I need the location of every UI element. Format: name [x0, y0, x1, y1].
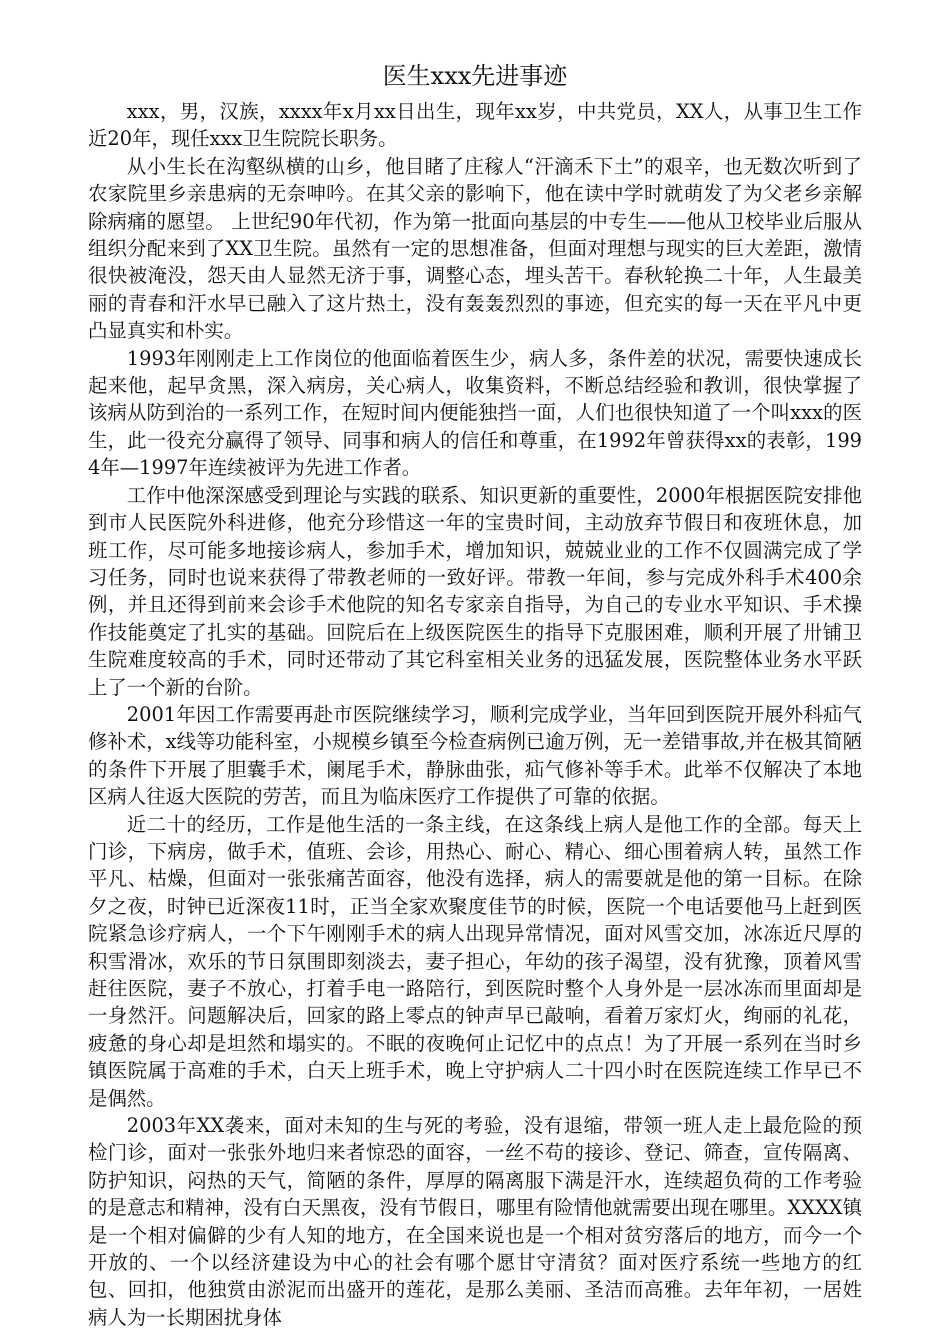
paragraph-1993: 1993年刚刚走上工作岗位的他面临着医生少，病人多，条件差的状况，需要快速成长起来他，起早贪黑，深入病房，关心病人，收集资料，不断总结经验和教训，很快掌握了该病从防到治的一系列工作，在短时间内便能独挡一面，人们也很快知道了一个叫xxx的医生，此一役充分赢得了领导、同事和病人的信任和尊重，在1992年曾获得xx的表彰，1994年—1997年连续被评为先进工作者。	[88, 346, 862, 480]
paragraph-2003: 2003年XX袭来，面对未知的生与死的考验，没有退缩，带领一班人走上最危险的预检门诊，面对一张张外地归来者惊恐的面容，一丝不苟的接诊、登记、筛查，宣传隔离、防护知识，闷热的天气，简陋的条件，厚厚的隔离服下满是汗水，连续超负荷的工作考验的是意志和精神，没有白天黑夜，没有节假日，哪里有险情他就需要出现在哪里。XXXX镇是一个相对偏僻的少有人知的地方，在全国来说也是一个相对贫穷落后的地方，而今一个开放的、一个以经济建设为中心的社会有哪个愿甘守清贫？面对医疗系统一些地方的红包、回扣，他独赏由淤泥而出盛开的莲花，是那么美丽、圣洁而高雅。去年年初，一居姓病人为一长期困扰身体	[88, 1114, 862, 1329]
paragraph-childhood: 从小生长在沟壑纵横的山乡，他目睹了庄稼人“汗滴禾下土”的艰辛，也无数次听到了农家院里乡亲患病的无奈呻吟。在其父亲的影响下，他在读中学时就萌发了为父老乡亲解除病痛的愿望。 上世纪90年代初，作为第一批面向基层的中专生——他从卫校毕业后服从组织分配来到了XX卫生院。虽然有一定的思想准备，但面对理想与现实的巨大差距，激情很快被淹没，怨天由人显然无济于事，调整心态，埋头苦干。春秋轮换二十年，人生最美丽的青春和汗水早已融入了这片热土，没有轰轰烈烈的事迹，但充实的每一天在平凡中更凸显真实和朴实。	[88, 154, 862, 343]
paragraph-2001: 2001年因工作需要再赴市医院继续学习，顺利完成学业，当年回到医院开展外科疝气修补术，x线等功能科室，小规模乡镇至今检查病例已逾万例，无一差错事故,并在极其简陋的条件下开展了胆囊手术，阑尾手术，静脉曲张，疝气修补等手术。此举不仅解决了本地区病人往返大医院的劳苦，而且为临床医疗工作提供了可靠的依据。	[88, 702, 862, 809]
paragraph-2000-training: 工作中他深深感受到理论与实践的联系、知识更新的重要性，2000年根据医院安排他到市人民医院外科进修，他充分珍惜这一年的宝贵时间，主动放弃节假日和夜班休息，加班工作，尽可能多地接诊病人，参加手术，增加知识，兢兢业业的工作不仅圆满完成了学习任务，同时也说来获得了带教老师的一致好评。带教一年间，参与完成外科手术400余例，并且还得到前来会诊手术他院的知名专家亲自指导，为自己的专业水平知识、手术操作技能奠定了扎实的基础。回院后在上级医院医生的指导下克服困难，顺利开展了卅铺卫生院难度较高的手术，同时还带动了其它科室相关业务的迅猛发展，医院整体业务水平跃上了一个新的台阶。	[88, 483, 862, 699]
paragraph-twenty-years: 近二十的经历，工作是他生活的一条主线，在这条线上病人是他工作的全部。每天上门诊，下病房，做手术，值班、会诊，用热心、耐心、精心、细心围着病人转，虽然工作平凡、枯燥，但面对一张张痛苦面容，他没有选择，病人的需要就是他的第一目标。在除夕之夜，时钟已近深夜11时，正当全家欢聚度佳节的时候，医院一个电话要他马上赶到医院紧急诊疗病人，一个下午刚刚手术的病人出现异常情况，面对风雪交加，冰冻近尺厚的积雪滑冰，欢乐的节日氛围即刻淡去，妻子担心，年幼的孩子渴望，没有犹豫，顶着风雪赶往医院，妻子不放心，打着手电一路陪行，到医院时整个人身外是一层冰冻而里面却是一身然汗。问题解决后，回家的路上零点的钟声早已敲响，看着万家灯火，绚丽的礼花，疲惫的身心却是坦然和塌实的。不眠的夜晚何止记忆中的点点！为了开展一系列在当时乡镇医院属于高难的手术，白天上班手术，晚上守护病人二十四小时在医院连续工作早已不是偶然。	[88, 812, 862, 1110]
document-title: 医生xxx先进事迹	[382, 62, 568, 90]
document-body	[88, 98, 862, 1331]
paragraph-intro: xxx，男，汉族，xxxx年x月xx日出生，现年xx岁，中共党员，XX人，从事卫生工作近20年，现任xxx卫生院院长职务。	[88, 100, 862, 151]
